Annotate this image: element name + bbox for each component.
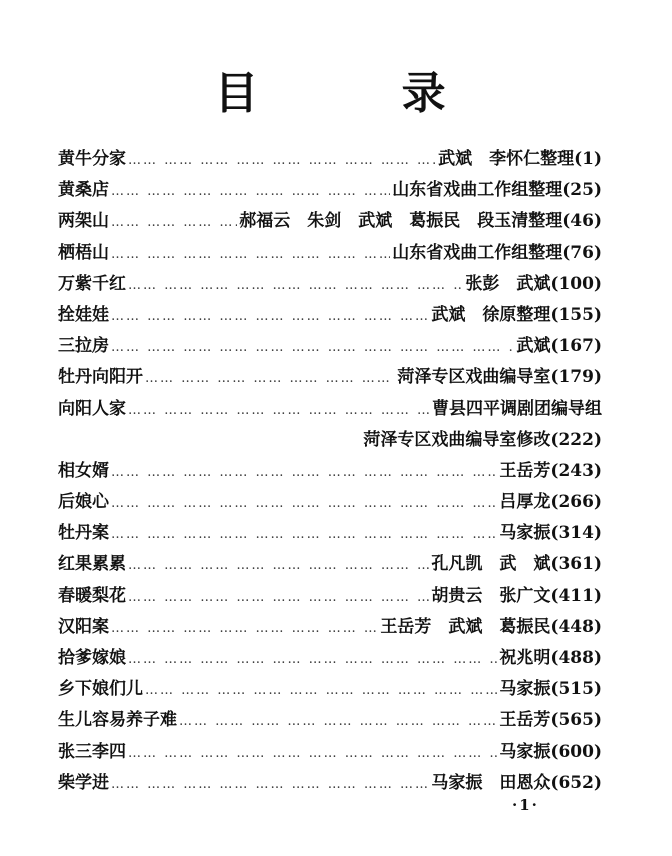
toc-leader-dots (128, 153, 436, 168)
toc-entry (58, 456, 602, 487)
toc-leader-dots (111, 527, 497, 542)
toc-entry-author: 王岳芳(565) (499, 710, 602, 731)
toc-leader-dots (128, 746, 497, 761)
toc-leader-dots (111, 777, 429, 792)
toc-leader-dots (111, 621, 378, 636)
toc-leader-dots (111, 465, 497, 480)
toc-entry (58, 705, 602, 736)
toc-leader-dots (111, 247, 390, 262)
toc-leader-dots (128, 652, 497, 667)
toc-entry (58, 768, 602, 799)
toc-entry-author: 山东省戏曲工作组整理(25) (392, 180, 602, 201)
toc-entry-title: 相女婿 (58, 460, 109, 481)
toc-leader-dots (111, 215, 237, 230)
toc-entry (58, 581, 602, 612)
toc-entry (58, 737, 602, 768)
toc-entry-title: 牡丹案 (58, 523, 109, 544)
toc-entry-title: 黄桑店 (58, 180, 109, 201)
page-number: ·1· (512, 796, 539, 814)
toc-entry-author: 曹县四平调剧团编导组 (432, 398, 602, 419)
toc-leader-dots (145, 683, 497, 698)
toc-leader-dots (128, 278, 463, 293)
toc-leader-dots (128, 558, 429, 573)
toc-entry-author: 马家振(314) (499, 523, 602, 544)
toc-entry-author: 马家振 田恩众(652) (431, 772, 602, 793)
toc-entry-title: 张三李四 (58, 741, 126, 762)
toc-leader-dots (179, 714, 497, 729)
toc-entry (58, 487, 602, 518)
toc-entry-title: 春暖梨花 (58, 585, 126, 606)
toc-entry-title: 栖梧山 (58, 242, 109, 263)
toc-entry-title: 拾爹嫁娘 (58, 648, 126, 668)
toc-entry-title: 拴娃娃 (58, 304, 109, 325)
toc-entry-title: 汉阳案 (58, 616, 109, 637)
toc-entry-title: 万紫千红 (58, 273, 126, 294)
toc-entry-author: 张彭 武斌(100) (465, 273, 602, 294)
toc-entry-author: 山东省戏曲工作组整理(76) (392, 242, 602, 263)
toc-entry-author: 郝福云 朱剑 武斌 葛振民 段玉清整理(46) (239, 211, 602, 232)
toc-entry-author: 胡贵云 张广文(411) (431, 585, 602, 606)
toc-leader-dots (128, 590, 429, 605)
toc-entry (58, 300, 602, 331)
toc-entry-title: 乡下娘们儿 (58, 679, 143, 700)
toc-entry (58, 612, 602, 643)
toc-entry (58, 643, 602, 674)
toc-entry-continuation (58, 425, 602, 456)
toc-entry-author: 武斌(167) (516, 336, 602, 357)
toc-entry-author: 菏泽专区戏曲编导室修改(222) (363, 429, 602, 450)
toc-entry (58, 362, 602, 393)
toc-entry (58, 518, 602, 549)
table-of-contents (58, 144, 602, 799)
toc-leader-dots (111, 340, 514, 355)
toc-entry-author: 马家振(600) (499, 741, 602, 762)
toc-entry-title: 柴学进 (58, 772, 109, 793)
toc-entry (58, 269, 602, 300)
toc-leader-dots (111, 496, 497, 511)
toc-entry-title: 黄牛分家 (58, 149, 126, 169)
toc-entry-author: 武斌 李怀仁整理(1) (438, 149, 602, 169)
toc-entry-title: 向阳人家 (58, 398, 126, 419)
toc-entry (58, 144, 602, 175)
toc-entry-title: 三拉房 (58, 336, 109, 357)
toc-entry-author: 吕厚龙(266) (499, 492, 602, 513)
toc-entry (58, 238, 602, 269)
toc-entry-author: 武斌 徐原整理(155) (431, 304, 602, 325)
toc-entry (58, 394, 602, 425)
page-title: 目 录 (214, 68, 510, 119)
toc-entry-author: 王岳芳 武斌 葛振民(448) (380, 616, 602, 637)
toc-entry-author: 马家振(515) (499, 679, 602, 700)
toc-entry (58, 674, 602, 705)
toc-entry-title: 生儿容易养子难 (58, 710, 177, 731)
toc-entry-author: 菏泽专区戏曲编导室(179) (397, 367, 602, 388)
toc-entry (58, 206, 602, 237)
toc-entry-title: 两架山 (58, 211, 109, 232)
toc-entry-title: 后娘心 (58, 492, 109, 513)
toc-leader-dots (111, 309, 429, 324)
toc-leader-dots (145, 371, 395, 386)
toc-entry (58, 331, 602, 362)
toc-entry (58, 549, 602, 580)
toc-leader-dots (111, 184, 390, 199)
toc-leader-dots (128, 403, 430, 418)
toc-entry (58, 175, 602, 206)
toc-entry-title: 牡丹向阳开 (58, 367, 143, 388)
toc-entry-author: 孔凡凯 武 斌(361) (431, 554, 602, 575)
toc-entry-author: 祝兆明(488) (499, 648, 602, 668)
toc-entry-title: 红果累累 (58, 554, 126, 575)
toc-entry-author: 王岳芳(243) (499, 460, 602, 481)
